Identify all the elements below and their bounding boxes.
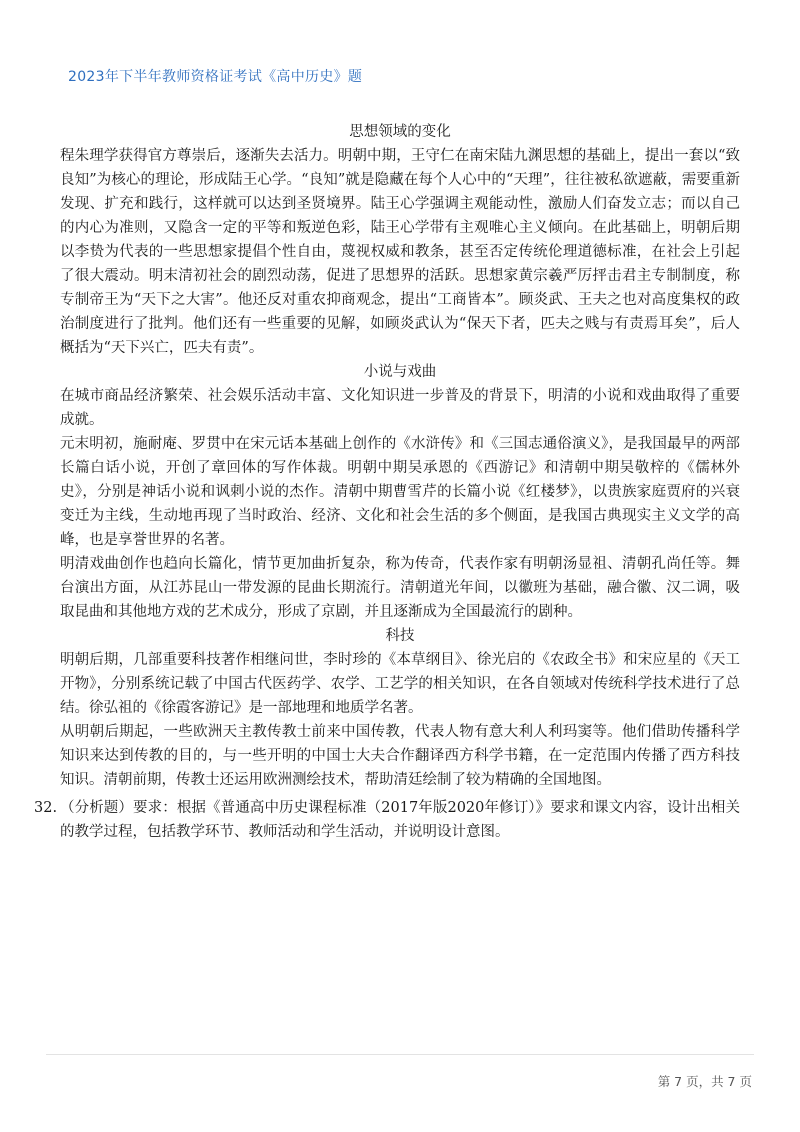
section-heading-fiction-drama: 小说与戏曲: [363, 364, 437, 380]
section-heading-science: 科技: [385, 628, 415, 644]
question-item: [34, 796, 740, 844]
paragraph-science-works: 明朝后期，几部重要科技著作相继问世，李时珍的《本草纲目》、徐光启的《农政全书》和宋应星的《天工开物》，分别系统记载了中国古代医药学、农学、工艺学的相关知识，在各自领域对传统科学技术进行了总结。徐弘祖的《徐霞客游记》是一部地理和地质学名著。: [60, 652, 740, 716]
paragraph-fiction-drama: 明清戏曲创作也趋向长篇化，情节更加曲折复杂，称为传奇，代表作家有明朝汤显祖、清朝孔尚任等。舞台演出方面，从江苏昆山一带发源的昆曲长期流行。清朝道光年间，以徽班为基础，融合徽、汉二调，吸取昆曲和其他地方戏的艺术成分，形成了京剧，并且逐渐成为全国最流行的剧种。: [60, 556, 740, 620]
paragraph-science-missionaries: 从明朝后期起，一些欧洲天主教传教士前来中国传教，代表人物有意大利人利玛窦等。他们借助传播科学知识来达到传教的目的，与一些开明的中国士大夫合作翻译西方科学书籍，在一定范围内传播了西方科技知识。清朝前期，传教士还运用欧洲测绘技术，帮助清廷绘制了较为精确的全国地图。: [60, 724, 740, 788]
paragraph-fiction-novels: 元末明初，施耐庵、罗贯中在宋元话本基础上创作的《水浒传》和《三国志通俗演义》，是我国最早的两部长篇白话小说，开创了章回体的写作体裁。明朝中期吴承恩的《西游记》和清朝中期吴敬梓的《儒林外史》，分别是神话小说和讽刺小说的杰作。清朝中期曹雪芹的长篇小说《红楼梦》，以贵族家庭贾府的兴衰变迁为主线，生动地再现了当时政治、经济、文化和社会生活的多个侧面，是我国古典现实主义文学的高峰，也是享誉世界的名著。: [60, 436, 740, 548]
document-body: [34, 120, 740, 844]
question-number: 32.: [34, 800, 58, 816]
page-number: 第 7 页，共 7 页: [657, 1074, 752, 1089]
paragraph-fiction-intro: 在城市商品经济繁荣、社会娱乐活动丰富、文化知识进一步普及的背景下，明清的小说和戏曲取得了重要成就。: [60, 388, 740, 428]
document-header-title: 2023年下半年教师资格证考试《高中历史》题: [68, 69, 363, 85]
question-text: （分析题）要求：根据《普通高中历史课程标准（2017年版2020年修订）》要求和课文内容，设计出相关的教学过程，包括教学环节、教师活动和学生活动，并说明设计意图。: [60, 800, 740, 840]
footer-divider: [46, 1054, 754, 1055]
section-heading-thought: 思想领域的变化: [349, 124, 451, 140]
paragraph-thought: 程朱理学获得官方尊崇后，逐渐失去活力。明朝中期，王守仁在南宋陆九渊思想的基础上，提出一套以“致良知”为核心的理论，形成陆王心学。“良知”就是隐藏在每个人心中的“天理”，往往被私欲遮蔽，需要重新发现、扩充和践行，这样就可以达到圣贤境界。陆王心学强调主观能动性，激励人们奋发立志；而以自己的内心为准则，又隐含一定的平等和叛逆色彩，陆王心学带有主观唯心主义倾向。在此基础上，明朝后期以李贽为代表的一些思想家提倡个性自由，蔑视权威和教条，甚至否定传统伦理道德标准，在社会上引起了很大震动。明末清初社会的剧烈动荡，促进了思想界的活跃。思想家黄宗羲严厉抨击君主专制制度，称专制帝王为“天下之大害”。他还反对重农抑商观念，提出“工商皆本”。顾炎武、王夫之也对高度集权的政治制度进行了批判。他们还有一些重要的见解，如顾炎武认为“保天下者，匹夫之贱与有责焉耳矣”，后人概括为“天下兴亡，匹夫有责”。: [60, 148, 740, 356]
